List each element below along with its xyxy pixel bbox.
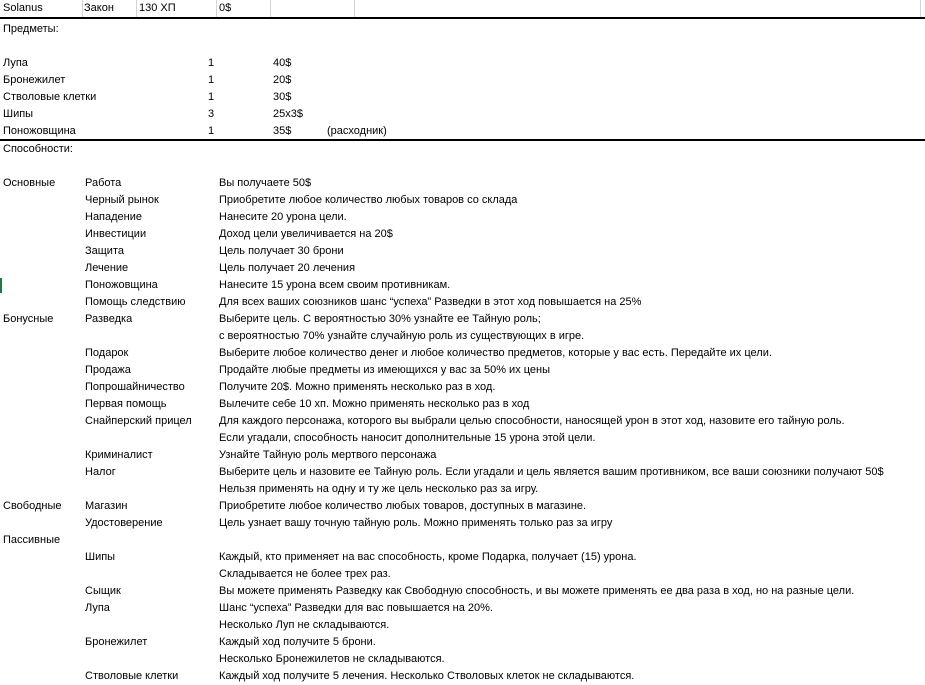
ability-name[interactable]: Бронежилет (85, 636, 148, 648)
item-price[interactable]: 30$ (273, 91, 292, 103)
ability-description[interactable]: Получите 20$. Можно применять несколько раз в ход. (219, 381, 496, 393)
ability-category[interactable]: Основные (3, 177, 56, 189)
ability-name[interactable]: Первая помощь (85, 398, 167, 410)
ability-row (0, 277, 925, 294)
ability-description[interactable]: Узнайте Тайную роль мертвого персонажа (219, 449, 437, 461)
item-name[interactable]: Шипы (3, 108, 34, 120)
grid-line (920, 0, 921, 17)
ability-row (0, 226, 925, 243)
ability-row (0, 498, 925, 515)
ability-description[interactable]: Нельзя применять на одну и ту же цель несколько раз за игру. (219, 483, 539, 495)
ability-name[interactable]: Работа (85, 177, 122, 189)
header-row (0, 0, 925, 19)
ability-row (0, 515, 925, 532)
ability-description[interactable]: Несколько Бронежилетов не складываются. (219, 653, 445, 665)
ability-row (0, 260, 925, 277)
ability-name[interactable]: Защита (85, 245, 124, 257)
ability-row (0, 345, 925, 362)
grid-line (270, 0, 271, 17)
item-price[interactable]: 40$ (273, 57, 292, 69)
item-name[interactable]: Поножовщина (3, 125, 76, 137)
ability-row (0, 464, 925, 481)
ability-category[interactable]: Бонусные (3, 313, 54, 325)
ability-description[interactable]: Выберите цель. С вероятностью 30% узнайте ее Тайную роль; (219, 313, 541, 325)
ability-description[interactable]: Вы можете применять Разведку как Свободную способность, и вы можете применять ее два раза в ход, но на разные цели. (219, 585, 855, 597)
item-quantity[interactable]: 1 (208, 57, 215, 69)
ability-name[interactable]: Инвестиции (85, 228, 147, 240)
ability-description[interactable]: Несколько Луп не складываются. (219, 619, 390, 631)
ability-row (0, 209, 925, 226)
ability-description[interactable]: Цель узнает вашу точную тайную роль. Можно применять только раз за игру (219, 517, 613, 529)
ability-row (0, 566, 925, 583)
ability-row (0, 583, 925, 600)
item-row (0, 72, 925, 89)
ability-row (0, 294, 925, 311)
ability-description[interactable]: Продайте любые предметы из имеющихся у вас за 50% их цены (219, 364, 551, 376)
ability-name[interactable]: Попрошайничество (85, 381, 185, 393)
ability-description[interactable]: Приобретите любое количество любых товаров, доступных в магазине. (219, 500, 587, 512)
ability-description[interactable]: Для каждого персонажа, которого вы выбрали целью способности, наносящей урон в этот ход, назовите его тайную роль. (219, 415, 845, 427)
ability-row (0, 430, 925, 447)
abilities-title[interactable]: Способности: (3, 143, 73, 155)
ability-description[interactable]: Нанесите 15 урона всем своим противникам. (219, 279, 451, 291)
ability-name[interactable]: Черный рынок (85, 194, 159, 206)
ability-row (0, 651, 925, 668)
ability-category[interactable]: Свободные (3, 500, 62, 512)
item-quantity[interactable]: 1 (208, 74, 215, 86)
ability-description[interactable]: Каждый ход получите 5 лечения. Несколько Стволовых клеток не складываются. (219, 670, 635, 682)
ability-name[interactable]: Нападение (85, 211, 143, 223)
ability-description[interactable]: Приобретите любое количество любых товаров со склада (219, 194, 518, 206)
ability-row (0, 175, 925, 192)
ability-name[interactable]: Сыщик (85, 585, 121, 597)
ability-name[interactable]: Снайперский прицел (85, 415, 192, 427)
items-title[interactable]: Предметы: (3, 23, 59, 35)
ability-row (0, 379, 925, 396)
ability-name[interactable]: Криминалист (85, 449, 153, 461)
ability-row (0, 311, 925, 328)
ability-name[interactable]: Магазин (85, 500, 128, 512)
character-hp[interactable]: 130 ХП (139, 2, 176, 14)
item-name[interactable]: Лупа (3, 57, 28, 69)
ability-row (0, 481, 925, 498)
ability-description[interactable]: Вылечите себе 10 хп. Можно применять несколько раз в ход (219, 398, 530, 410)
ability-name[interactable]: Налог (85, 466, 116, 478)
ability-description[interactable]: Шанс “успеха” Разведки для вас повышается на 20%. (219, 602, 493, 614)
item-row (0, 123, 925, 140)
ability-name[interactable]: Стволовые клетки (85, 670, 179, 682)
ability-row (0, 328, 925, 345)
ability-description[interactable]: Цель получает 20 лечения (219, 262, 356, 274)
ability-row (0, 668, 925, 685)
grid-line (354, 0, 355, 17)
item-price[interactable]: 25x3$ (273, 108, 303, 120)
ability-name[interactable]: Продажа (85, 364, 131, 376)
ability-row (0, 243, 925, 260)
ability-description[interactable]: Выберите любое количество денег и любое количество предметов, которые у вас есть. Передайте их цели. (219, 347, 772, 359)
ability-row (0, 413, 925, 430)
ability-description[interactable]: Каждый, кто применяет на вас способность, кроме Подарка, получает (15) урона. (219, 551, 637, 563)
item-row (0, 106, 925, 123)
item-quantity[interactable]: 1 (208, 91, 215, 103)
grid-line (136, 0, 137, 17)
ability-description[interactable]: Складывается не более трех раз. (219, 568, 391, 580)
ability-row (0, 634, 925, 651)
item-row (0, 89, 925, 106)
grid-line (216, 0, 217, 17)
ability-name[interactable]: Поножовщина (85, 279, 158, 291)
section-divider (0, 139, 925, 141)
ability-category[interactable]: Пассивные (3, 534, 61, 546)
item-quantity[interactable]: 1 (208, 125, 215, 137)
item-name[interactable]: Бронежилет (3, 74, 66, 86)
ability-description[interactable]: Цель получает 30 брони (219, 245, 344, 257)
ability-description[interactable]: Нанесите 20 урона цели. (219, 211, 347, 223)
ability-description[interactable]: Выберите цель и назовите ее Тайную роль. Если угадали и цель является вашим противником, все ваши союзники получают 50$ (219, 466, 884, 478)
item-row (0, 55, 925, 72)
character-name[interactable]: Solanus (3, 2, 43, 14)
character-role[interactable]: Закон (84, 2, 114, 14)
item-price[interactable]: 20$ (273, 74, 292, 86)
item-note[interactable]: (расходник) (327, 125, 387, 137)
ability-name[interactable]: Лечение (85, 262, 129, 274)
ability-name[interactable]: Разведка (85, 313, 133, 325)
ability-row (0, 532, 925, 549)
item-name[interactable]: Стволовые клетки (3, 91, 97, 103)
ability-description[interactable]: Вы получаете 50$ (219, 177, 312, 189)
ability-name[interactable]: Помощь следствию (85, 296, 186, 308)
ability-row (0, 396, 925, 413)
item-quantity[interactable]: 3 (208, 108, 215, 120)
character-money[interactable]: 0$ (219, 2, 232, 14)
ability-description[interactable]: Каждый ход получите 5 брони. (219, 636, 376, 648)
ability-name[interactable]: Шипы (85, 551, 116, 563)
ability-row (0, 600, 925, 617)
ability-row (0, 447, 925, 464)
ability-row (0, 362, 925, 379)
ability-row (0, 549, 925, 566)
grid-line (82, 0, 83, 17)
ability-name[interactable]: Подарок (85, 347, 129, 359)
ability-description[interactable]: с вероятностью 70% узнайте случайную роль из существующих в игре. (219, 330, 585, 342)
ability-name[interactable]: Удостоверение (85, 517, 163, 529)
ability-description[interactable]: Доход цели увеличивается на 20$ (219, 228, 393, 240)
ability-row (0, 192, 925, 209)
ability-description[interactable]: Если угадали, способность наносит дополнительные 15 урона этой цели. (219, 432, 596, 444)
ability-description[interactable]: Для всех ваших союзников шанс “успеха” Разведки в этот ход повышается на 25% (219, 296, 642, 308)
ability-row (0, 617, 925, 634)
item-price[interactable]: 35$ (273, 125, 292, 137)
ability-name[interactable]: Лупа (85, 602, 110, 614)
